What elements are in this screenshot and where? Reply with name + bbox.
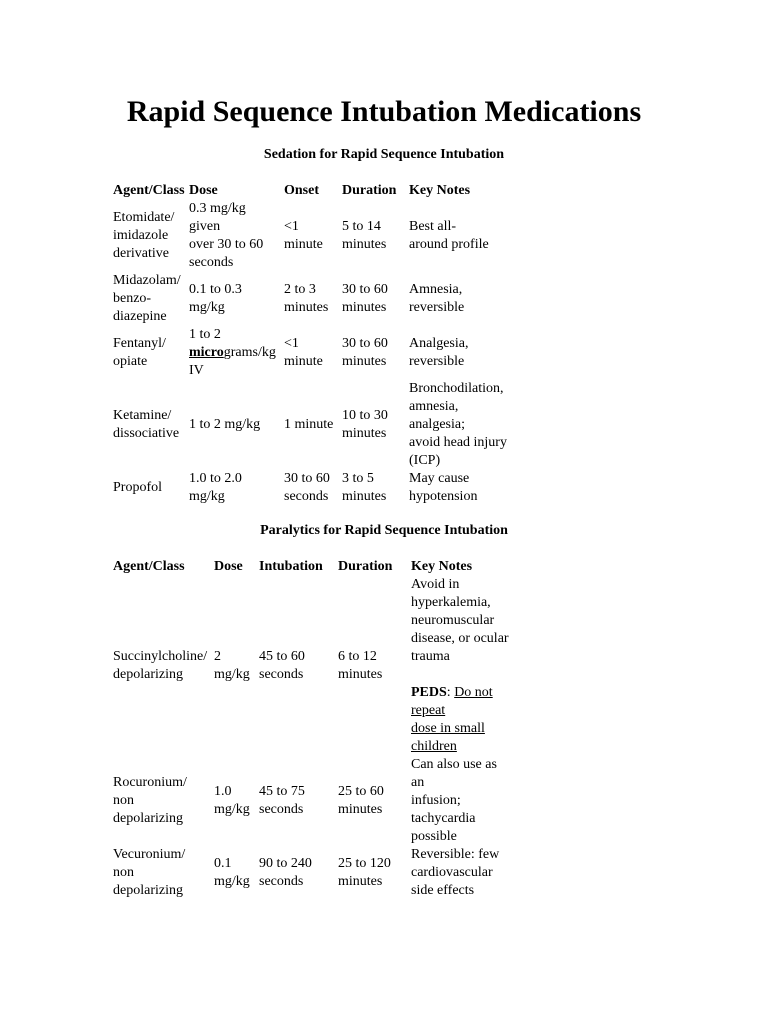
table-row xyxy=(113,470,529,506)
agent-cell: Succinylcholine/ depolarizing xyxy=(113,649,208,682)
column-header-intubation: Intubation xyxy=(259,559,323,574)
dose-cell: 1 to 2 mg/kg xyxy=(189,417,261,432)
agent-cell: Midazolam/ benzo- diazepine xyxy=(113,273,181,324)
column-header-duration: Duration xyxy=(342,183,397,198)
notes-cell: Reversible: few cardiovascular side effects xyxy=(411,847,500,898)
column-header-notes: Key Notes xyxy=(409,183,471,198)
onset-cell: <1 minute xyxy=(284,219,323,252)
sedation-table xyxy=(113,182,529,506)
peds-label: PEDS xyxy=(411,685,447,700)
dose-cell: 2 mg/kg xyxy=(214,649,250,682)
duration-cell: 30 to 60 minutes xyxy=(342,336,388,369)
table-row xyxy=(113,272,529,326)
table-row xyxy=(113,380,529,470)
dose-cell: 0.1 to 0.3 mg/kg xyxy=(189,282,242,315)
dose-cell: 0.1 mg/kg xyxy=(214,856,250,889)
notes-cell: May cause hypotension xyxy=(409,471,478,504)
column-header-duration: Duration xyxy=(338,559,393,574)
agent-cell: Vecuronium/ non depolarizing xyxy=(113,847,186,898)
table-row xyxy=(113,846,536,900)
table-header-row xyxy=(113,182,529,200)
dose-cell: 1.0 to 2.0 mg/kg xyxy=(189,471,242,504)
column-header-agent: Agent/Class xyxy=(113,559,185,574)
agent-cell: Etomidate/ imidazole derivative xyxy=(113,210,175,261)
notes-cell: Avoid in hyperkalemia, neuromuscular disease, or ocular trauma PEDS: Do not repeat dose in small children xyxy=(411,577,509,754)
table-row xyxy=(113,200,529,272)
column-header-notes: Key Notes xyxy=(411,559,473,574)
table-row xyxy=(113,576,536,756)
duration-cell: 25 to 120 minutes xyxy=(338,856,391,889)
sedation-heading: Sedation for Rapid Sequence Intubation xyxy=(263,147,505,162)
notes-cell: Amnesia, reversible xyxy=(409,282,465,315)
notes-cell: Best all- around profile xyxy=(409,219,489,252)
paralytics-table xyxy=(113,558,536,900)
agent-cell: Rocuronium/ non depolarizing xyxy=(113,775,187,826)
table-header-row xyxy=(113,558,536,576)
notes-cell: Bronchodilation, amnesia, analgesia; avoid head injury (ICP) xyxy=(409,381,507,468)
column-header-dose: Dose xyxy=(214,559,243,574)
table-row xyxy=(113,756,536,846)
notes-cell: Can also use as an infusion; tachycardia possible xyxy=(411,757,497,844)
intubation-cell: 90 to 240 seconds xyxy=(259,856,312,889)
duration-cell: 10 to 30 minutes xyxy=(342,408,388,441)
agent-cell: Ketamine/ dissociative xyxy=(113,408,180,441)
intubation-cell: 45 to 60 seconds xyxy=(259,649,305,682)
column-header-dose: Dose xyxy=(189,183,218,198)
duration-cell: 30 to 60 minutes xyxy=(342,282,388,315)
column-header-agent: Agent/Class xyxy=(113,183,185,198)
paralytics-heading: Paralytics for Rapid Sequence Intubation xyxy=(260,523,508,538)
dose-cell: 0.3 mg/kg given over 30 to 60 seconds xyxy=(189,201,264,270)
duration-cell: 5 to 14 minutes xyxy=(342,219,387,252)
onset-cell: 2 to 3 minutes xyxy=(284,282,329,315)
duration-cell: 3 to 5 minutes xyxy=(342,471,387,504)
duration-cell: 25 to 60 minutes xyxy=(338,784,384,817)
onset-cell: 1 minute xyxy=(284,417,334,432)
column-header-onset: Onset xyxy=(284,183,319,198)
agent-cell: Propofol xyxy=(113,480,162,495)
page-title: Rapid Sequence Intubation Medications xyxy=(126,95,642,128)
agent-cell: Fentanyl/ opiate xyxy=(113,336,166,369)
dose-cell: 1 to 2 micrograms/kg IV xyxy=(189,327,276,378)
emphasis-micro: micro xyxy=(189,345,224,360)
dose-cell: 1.0 mg/kg xyxy=(214,784,250,817)
onset-cell: <1 minute xyxy=(284,336,323,369)
onset-cell: 30 to 60 seconds xyxy=(284,471,330,504)
duration-cell: 6 to 12 minutes xyxy=(338,649,383,682)
table-row xyxy=(113,326,529,380)
notes-cell: Analgesia, reversible xyxy=(409,336,469,369)
intubation-cell: 45 to 75 seconds xyxy=(259,784,305,817)
